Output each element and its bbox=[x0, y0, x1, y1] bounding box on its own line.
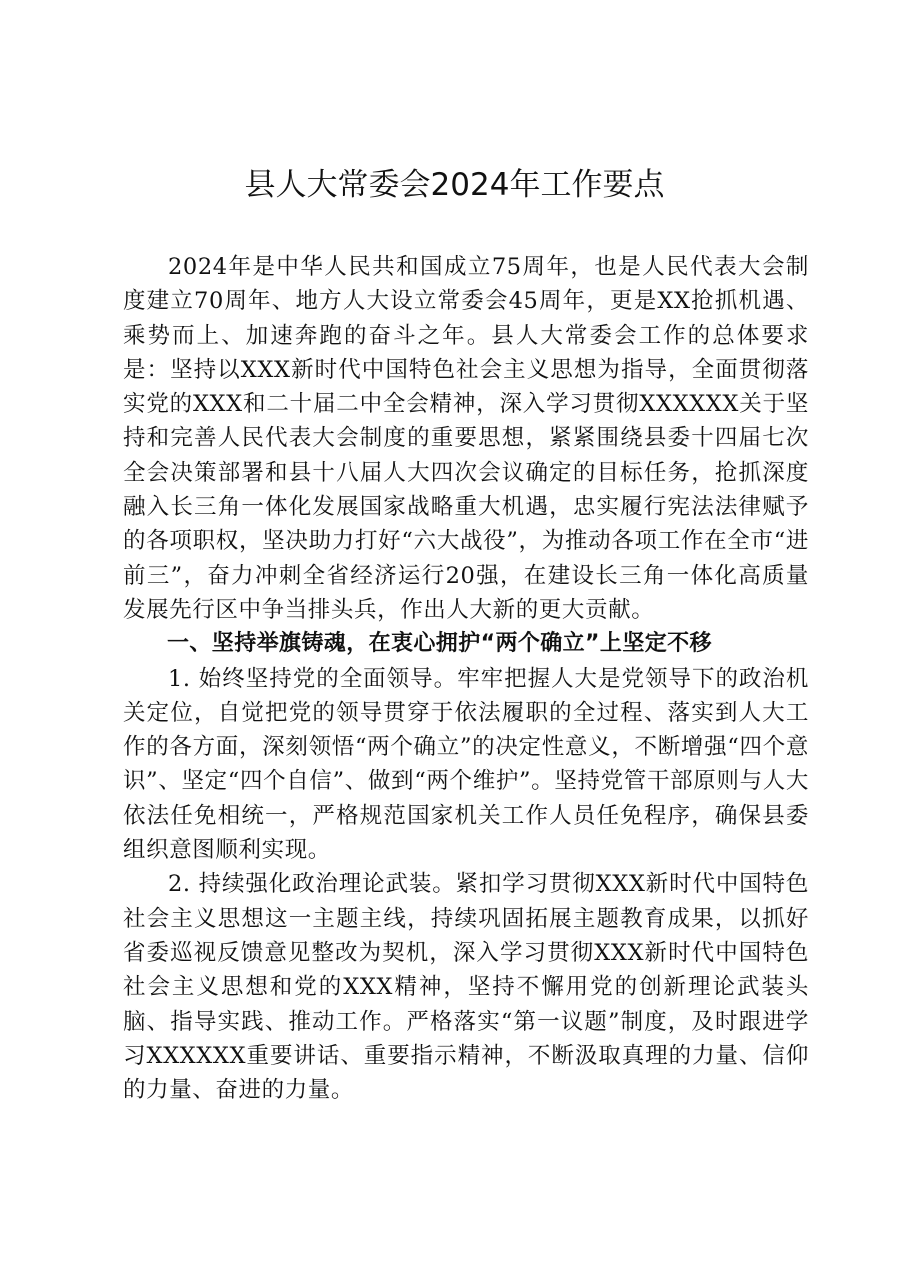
intro-paragraph: 2024年是中华人民共和国成立75周年，也是人民代表大会制度建立70周年、地方人大设立常委会45周年，更是XX抢抓机遇、乘势而上、加速奔跑的奋斗之年。县人大常委会工作的总体要求是：坚持以XXX新时代中国特色社会主义思想为指导，全面贯彻落实党的XXX和二十届二中全会精神，深入学习贯彻XXXXXX关于坚持和完善人民代表大会制度的重要思想，紧紧围绕县委十四届七次全会决策部署和县十八届人大四次会议确定的目标任务，抢抓深度融入长三角一体化发展国家战略重大机遇，忠实履行宪法法律赋予的各项职权，坚决助力打好“六大战役”，为推动各项工作在全市“进前三”，奋力冲刺全省经济运行20强，在建设长三角一体化高质量发展先行区中争当排头兵，作出人大新的更大贡献。 bbox=[123, 254, 809, 623]
section-heading-1: 一、坚持举旗铸魂，在衷心拥护“两个确立”上坚定不移 bbox=[167, 631, 712, 657]
document-body bbox=[123, 250, 809, 1107]
item-1-paragraph: 1. 始终坚持党的全面领导。牢牢把握人大是党领导下的政治机关定位，自觉把党的领导贯穿于依法履职的全过程、落实到人大工作的各方面，深刻领悟“两个确立”的决定性意义，不断增强“四个意识”、坚定“四个自信”、做到“两个维护”。坚持党管干部原则与人大依法任免相统一，严格规范国家机关工作人员任免程序，确保县委组织意图顺利实现。 bbox=[123, 665, 809, 864]
document-title: 县人大常委会2024年工作要点 bbox=[244, 167, 665, 203]
item-2-paragraph: 2. 持续强化政治理论武装。紧扣学习贯彻XXX新时代中国特色社会主义思想这一主题主线，持续巩固拓展主题教育成果，以抓好省委巡视反馈意见整改为契机，深入学习贯彻XXX新时代中国特色社会主义思想和党的XXX精神，坚持不懈用党的创新理论武装头脑、指导实践、推动工作。严格落实“第一议题”制度，及时跟进学习XXXXXX重要讲话、重要指示精神，不断汲取真理的力量、信仰的力量、奋进的力量。 bbox=[123, 871, 809, 1104]
